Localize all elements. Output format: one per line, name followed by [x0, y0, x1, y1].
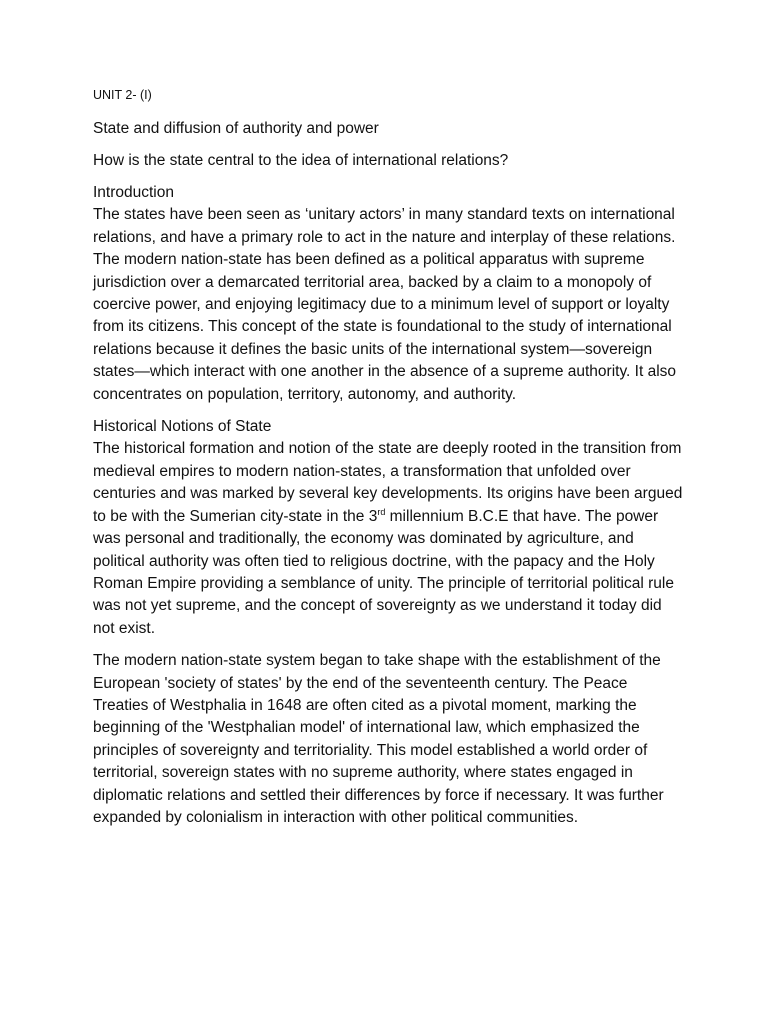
historical-text-part1: The historical formation and notion of the state are deeply rooted in the transition from medieval empires to modern nation-states, a transformation that unfolded over centuries and was marked by several key developments. Its origins have been argued to be with the Sumerian city-state in the 3	[93, 440, 683, 525]
document-page	[93, 86, 683, 839]
guiding-question: How is the state central to the idea of international relations?	[93, 152, 509, 169]
historical-notions-heading: Historical Notions of State	[93, 418, 272, 436]
unit-label: UNIT 2- (I)	[93, 88, 152, 102]
historical-notions-paragraph	[93, 438, 683, 640]
ordinal-superscript: rd	[377, 506, 386, 517]
westphalia-section	[93, 650, 683, 829]
introduction-section	[93, 182, 683, 406]
westphalia-paragraph: The modern nation-state system began to take shape with the establishment of the European 'society of states' by the end of the seventeenth century. The Peace Treaties of Westphalia in 1648 are often cited as a pivotal moment, marking the beginning of the 'Westphalian model' of international law, which emphasized the principles of sovereignty and territoriality. This model established a world order of territorial, sovereign states with no supreme authority, where states engaged in diplomatic relations and settled their differences by force if necessary. It was further expanded by colonialism in interaction with other political communities.	[93, 652, 664, 826]
introduction-paragraph: The states have been seen as ‘unitary actors’ in many standard texts on international relations, and have a primary role to act in the nature and interplay of these relations. The modern nation-state has been defined as a political apparatus with supreme jurisdiction over a demarcated territorial area, backed by a claim to a monopoly of coercive power, and enjoying legitimacy due to a minimum level of support or loyalty from its citizens. This concept of the state is foundational to the study of international relations because it defines the basic units of the international system—sovereign states—which interact with one another in the absence of a supreme authority. It also concentrates on population, territory, autonomy, and authority.	[93, 206, 677, 403]
introduction-heading: Introduction	[93, 184, 174, 201]
historical-notions-section	[93, 416, 683, 640]
historical-text-part2: millennium B.C.E that have. The power was personal and traditionally, the economy was dominated by agriculture, and political authority was often tied to religious doctrine, with the papacy and the Holy Roman Empire providing a semblance of unity. The principle of territorial political rule was not yet supreme, and the concept of sovereignty as we understand it today did not exist.	[93, 507, 674, 637]
document-title: State and diffusion of authority and power	[93, 120, 379, 137]
